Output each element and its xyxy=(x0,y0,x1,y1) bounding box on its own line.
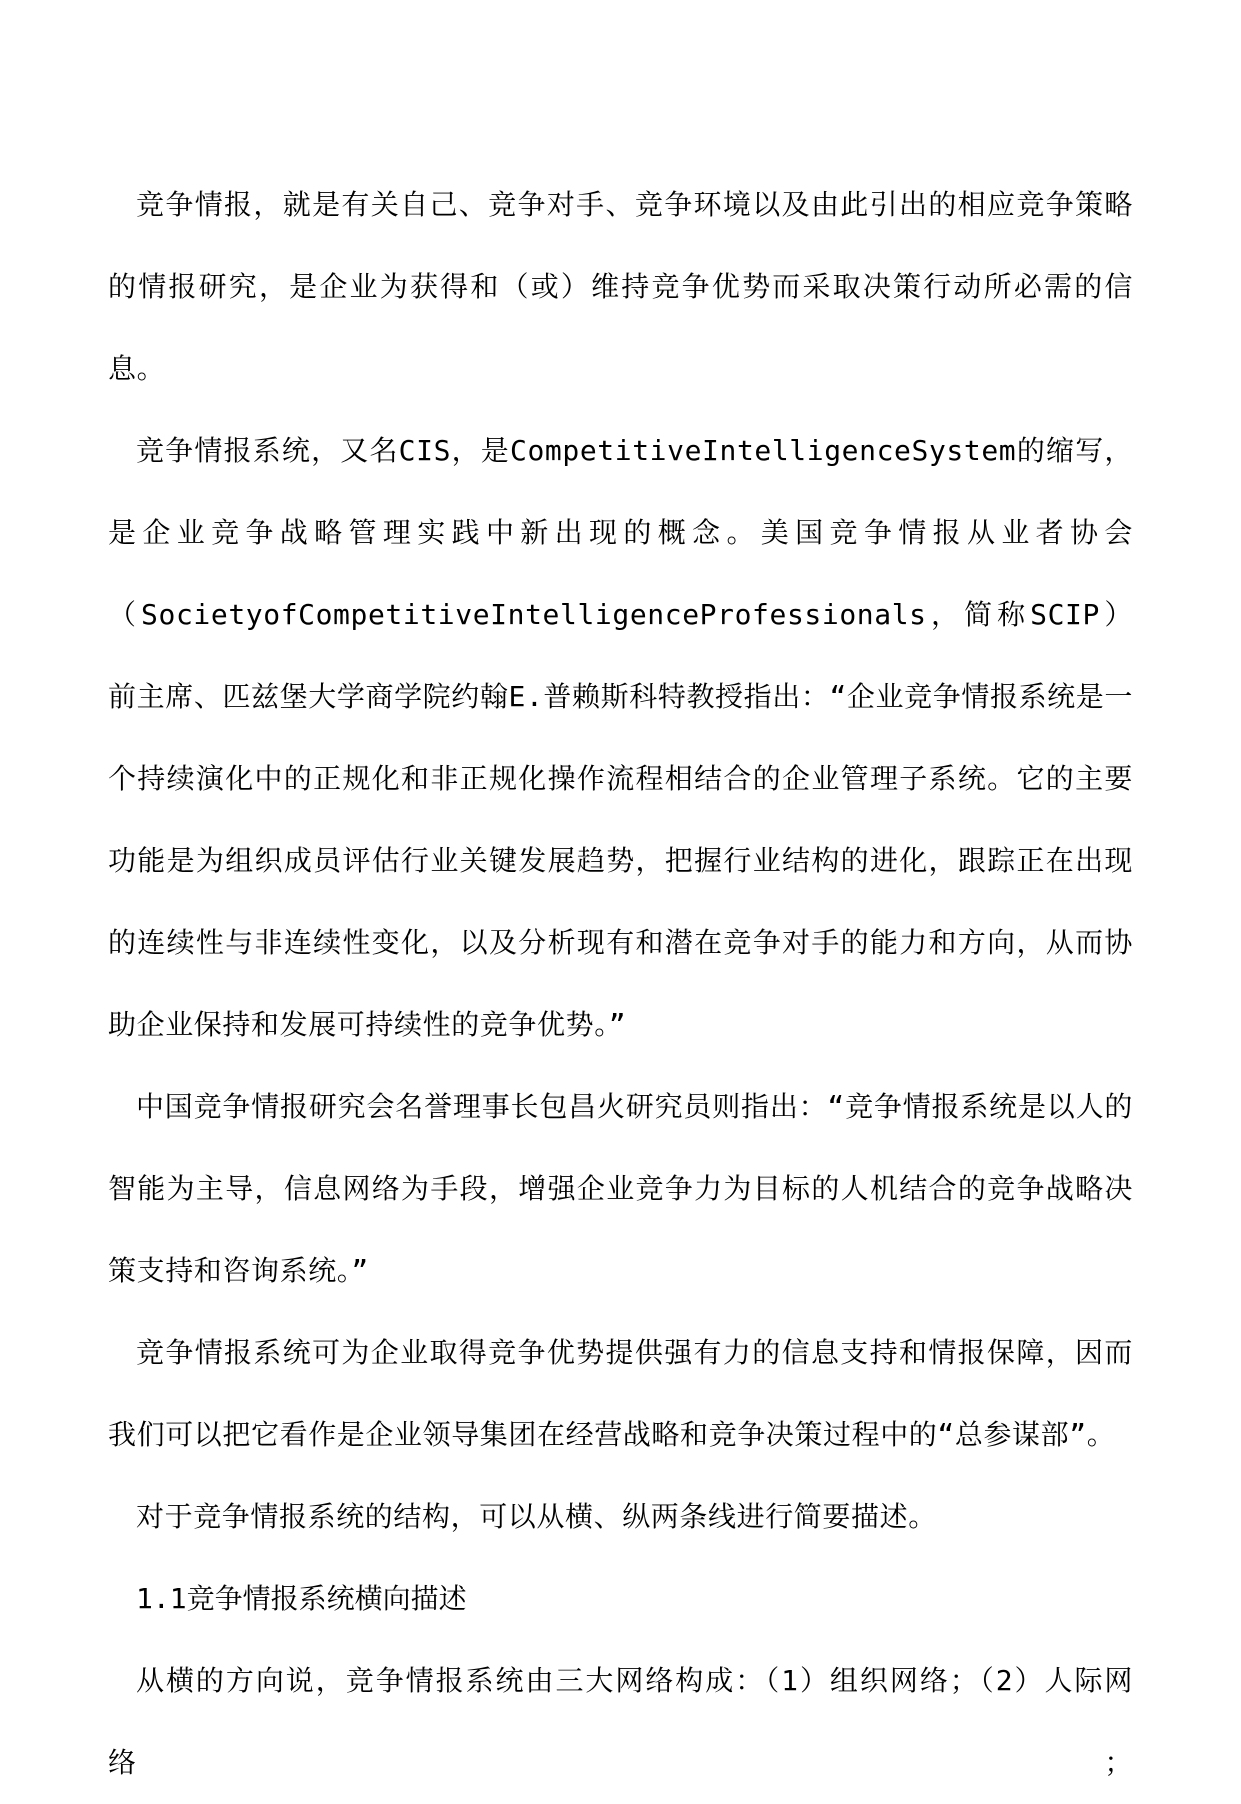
paragraph-general-staff: 竞争情报系统可为企业取得竞争优势提供强有力的信息支持和情报保障，因而我们可以把它看作是企业领导集团在经营战略和竞争决策过程中的“总参谋部”。 xyxy=(108,1336,1133,1451)
section-heading: 1.1竞争情报系统横向描述 xyxy=(136,1582,467,1615)
document-body xyxy=(108,164,1133,1804)
paragraph-structure-intro: 对于竞争情报系统的结构，可以从横、纵两条线进行简要描述。 xyxy=(136,1500,937,1533)
paragraph-cis-definition: 竞争情报系统，又名CIS，是CompetitiveIntelligenceSystem的缩写，是企业竞争战略管理实践中新出现的概念。美国竞争情报从业者协会（SocietyofCompetitiveIntelligenceProfessionals，简称SCIP）前主席、匹兹堡大学商学院约翰E.普赖斯科特教授指出：“企业竞争情报系统是一个持续演化中的正规化和非正规化操作流程相结合的企业管理子系统。它的主要功能是为组织成员评估行业关键发展趋势，把握行业结构的进化，跟踪正在出现的连续性与非连续性变化，以及分析现有和潜在竞争对手的能力和方向，从而协助企业保持和发展可持续性的竞争优势。” xyxy=(108,434,1133,1041)
paragraph-horizontal-description: 从横的方向说，竞争情报系统由三大网络构成：（1）组织网络；（2）人际网络； xyxy=(108,1664,1133,1779)
paragraph-intro: 竞争情报，就是有关自己、竞争对手、竞争环境以及由此引出的相应竞争策略的情报研究，是企业为获得和（或）维持竞争优势而采取决策行动所必需的信息。 xyxy=(108,188,1133,385)
paragraph-baochanghuo-quote: 中国竞争情报研究会名誉理事长包昌火研究员则指出：“竞争情报系统是以人的智能为主导，信息网络为手段，增强企业竞争力为目标的人机结合的竞争战略决策支持和咨询系统。” xyxy=(108,1090,1133,1287)
